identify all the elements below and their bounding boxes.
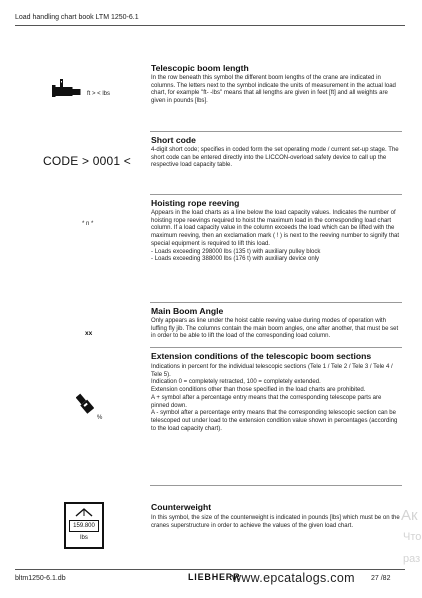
overlay-text: раз — [403, 553, 421, 565]
divider — [150, 131, 402, 132]
boom-angle-text: Only appears as line under the hoist cable reeving value during modes of operation with luffing fly jib. The columns contain the main boom angles, one after another, that must be set in order to be able to lift the load of the corresponding load column. — [151, 318, 399, 340]
extension-title: Extension conditions of the telescopic boom sections — [151, 351, 372, 361]
boom-length-icon — [52, 79, 82, 101]
overlay-text: Ак — [401, 507, 418, 524]
reeving-symbol: * n * — [82, 221, 94, 227]
extension-percent-symbol: % — [97, 415, 103, 421]
watermark-link[interactable]: www.epcatalogs.com — [232, 571, 355, 585]
header-title: Load handling chart book LTM 1250-6.1 — [15, 14, 139, 21]
overlay-text: Что — [403, 531, 422, 543]
telescope-section-icon — [76, 392, 94, 416]
page-number: 27 /82 — [371, 575, 391, 582]
rope-reeving-paragraph: Appears in the load charts as a line below the load capacity values. Indicates the number of hoisting rope reevings required to hoist the maximum load in the corresponding load chart column. If a load capacity value in the column exceeds the load which can be lifted with the maximum reeving, then an exclamation mark ( ! ) is next to the reeving number to signify that special equipment is required to lift this load. — [151, 210, 400, 247]
short-code-title: Short code — [151, 135, 196, 145]
counterweight-icon — [64, 502, 104, 549]
extension-text — [151, 364, 401, 433]
counterweight-title: Counterweight — [151, 502, 212, 512]
divider — [150, 347, 402, 348]
footer-doc-id: bltm1250-6.1.db — [15, 575, 66, 582]
counterweight-unit: lbs — [80, 535, 88, 541]
divider — [150, 302, 402, 303]
rope-reeving-text — [151, 210, 401, 264]
boom-length-title: Telescopic boom length — [151, 63, 249, 73]
divider — [150, 194, 402, 195]
footer-divider — [15, 569, 405, 570]
boom-angle-title: Main Boom Angle — [151, 306, 224, 316]
list-item: - Loads exceeding 388000 lbs (176 t) with auxiliary device only — [151, 256, 320, 263]
rope-reeving-title: Hoisting rope reeving — [151, 198, 240, 208]
page-header — [15, 14, 405, 26]
extension-paragraph: Indication 0 = completely retracted, 100 = completely extended. — [151, 379, 321, 386]
list-item: - Loads exceeding 298000 lbs (135 t) with auxiliary pulley block — [151, 248, 321, 255]
extension-paragraph: A - symbol after a percentage entry means that the corresponding telescopic section can be telescoped out under load to the extension condition value shown in percentages (according to the load capacity chart). — [151, 410, 398, 432]
boom-length-units: ft > < lbs — [87, 91, 111, 97]
extension-paragraph: Indications in percent for the individual telescopic sections (Tele 1 / Tele 2 / Tele 3 / Tele 4 / Tele 5). — [151, 364, 393, 378]
extension-paragraph: Extension conditions other than those specified in the load charts are prohibited. — [151, 387, 366, 394]
short-code-symbol: CODE > 0001 < — [43, 154, 131, 168]
boom-length-text: In the row beneath this symbol the different boom lengths of the crane are indicated in columns. The letters next to the symbol indicate the units of measurement in the actual load chart, for example "ft- -lbs" means that all lengths are given in feet [ft] and all weights are given in pounds [lbs]. — [151, 75, 396, 105]
divider — [150, 485, 402, 486]
counterweight-value-box — [69, 520, 99, 532]
brand-logo: LIEBHERR — [188, 572, 241, 582]
counterweight-value: 159.800 — [73, 523, 95, 529]
counterweight-hook-icon — [74, 507, 94, 517]
counterweight-text: In this symbol, the size of the counterweight is indicated in pounds [lbs] which must be on the cranes superstructure in order to achieve the values of the given load chart. — [151, 515, 400, 529]
short-code-text: 4-digit short code; specifies in coded form the set operating mode / current set-up stage. The short code can be entered directly into the LICCON-overload safety device to call up the respective load capacity table. — [151, 147, 399, 169]
boom-angle-symbol: xx — [85, 330, 93, 337]
extension-paragraph: A + symbol after a percentage entry means that the corresponding telescope parts are pinned down. — [151, 394, 382, 409]
